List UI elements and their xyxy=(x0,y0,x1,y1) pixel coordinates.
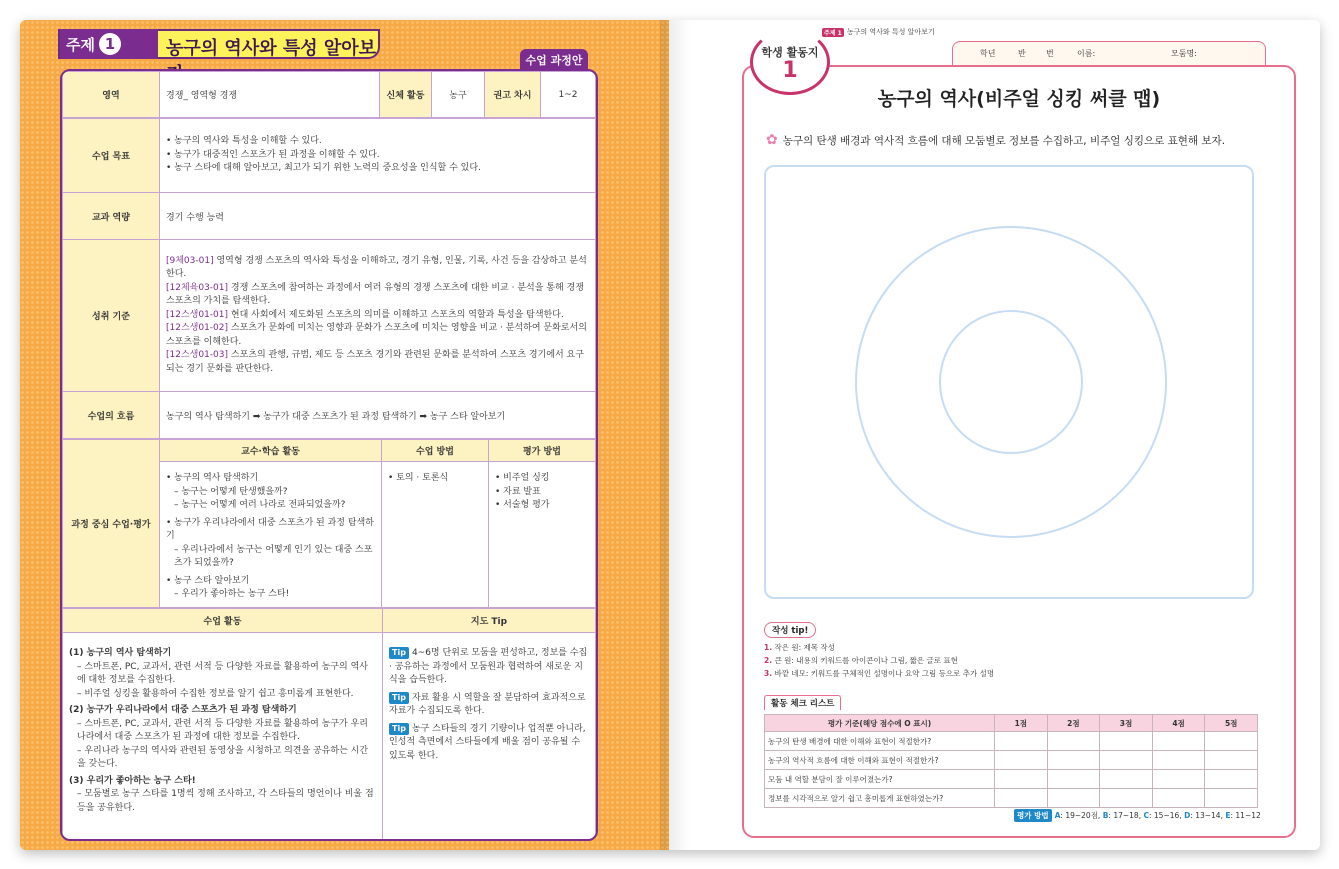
grade-range: : 13~14, xyxy=(1190,811,1226,820)
book-spread xyxy=(20,20,1320,850)
theme-word: 주제 xyxy=(66,35,95,54)
tip-line-text: 큰 원: 내용의 키워드를 아이콘이나 그림, 짧은 글로 표현 xyxy=(772,656,958,666)
score-cell[interactable] xyxy=(1152,770,1205,789)
score-cell[interactable] xyxy=(1205,789,1258,808)
grade-range: : 11~12 xyxy=(1230,811,1261,820)
lesson-section-title: (2) 농구가 우리나라에서 대중 스포츠가 된 과정 탐색하기 xyxy=(69,705,297,715)
checklist-header: 평가 기준(해당 점수에 O 표시) xyxy=(765,715,995,732)
tip-line xyxy=(764,667,994,680)
standard-code: [9체03-01] xyxy=(166,255,214,266)
goal-item: • 농구 스타에 대해 알아보고, 최고가 되기 위한 노력의 중요성을 인식할 수 있다. xyxy=(166,163,481,174)
standard-text: 스포츠가 문화에 미치는 영향과 문화가 스포츠에 미치는 영향을 비교 · 분석하여 문화로서의 스포츠를 이해한다. xyxy=(166,323,587,347)
score-cell[interactable] xyxy=(1047,789,1100,808)
method-item: • 토의 · 토론식 xyxy=(388,473,449,483)
writing-tip-list xyxy=(764,641,994,680)
process-methods xyxy=(382,462,489,608)
activity-item: – 우리나라에서 농구는 어떻게 인기 있는 대중 스포츠가 되었을까? xyxy=(174,544,373,568)
score-cell[interactable] xyxy=(995,732,1048,751)
checklist-header: 3점 xyxy=(1100,715,1153,732)
tip-badge: Tip xyxy=(389,647,409,659)
lesson-section-title: (3) 우리가 좋아하는 농구 스타! xyxy=(69,775,196,786)
goal-item: • 농구가 대중적인 스포츠가 된 과정을 이해할 수 있다. xyxy=(166,149,380,160)
standards-content xyxy=(160,240,596,392)
theme-number: 1 xyxy=(99,33,121,55)
flow-value: 농구의 역사 탐색하기 ➡ 농구가 대중 스포츠가 된 과정 탐색하기 ➡ 농구 스타 알아보기 xyxy=(160,392,596,439)
theme-title: 농구의 역사와 특성 알아보 xyxy=(166,38,377,59)
instruction xyxy=(766,132,1225,148)
checklist-header: 1점 xyxy=(995,715,1048,732)
checklist-row xyxy=(765,732,1258,751)
checklist-header-row xyxy=(765,715,1258,732)
period-value: 1~2 xyxy=(541,72,596,118)
tip-line-text: 작은 원: 제목 작성 xyxy=(772,643,835,652)
standard-item xyxy=(166,349,589,376)
lesson-activity-header: 수업 활동 xyxy=(63,609,383,633)
tip-line-text: 바깥 네모: 키워드를 구체적인 설명이나 요약 그림 등으로 추가 설명 xyxy=(772,669,995,679)
standard-text: 경쟁 스포츠에 참여하는 과정에서 여러 유형의 경쟁 스포츠에 대한 비교 · 분석을 통해 경쟁 스포츠의 가치를 탐색한다. xyxy=(166,282,584,307)
score-cell[interactable] xyxy=(1100,751,1153,770)
student-info-bar xyxy=(952,41,1266,65)
standard-code: [12체육03-01] xyxy=(166,282,229,293)
checklist-title: 활동 체크 리스트 xyxy=(764,695,841,710)
worksheet-title: 농구의 역사(비주얼 싱킹 써클 맵) xyxy=(877,88,1161,110)
standard-item xyxy=(166,322,589,349)
criterion: 정보를 시각적으로 알기 쉽고 흥미롭게 표현하였는가? xyxy=(765,789,995,808)
checklist-header: 2점 xyxy=(1047,715,1100,732)
lesson-plan-table xyxy=(60,69,598,841)
tip-line xyxy=(764,641,994,654)
ref-text: 농구의 역사와 특성 알아보기 xyxy=(846,28,935,36)
inner-circle[interactable] xyxy=(939,310,1083,454)
standard-item xyxy=(166,255,589,282)
grade-range: : 15~16, xyxy=(1149,811,1185,820)
competency-row xyxy=(63,193,596,240)
eval-scale-text xyxy=(1055,810,1261,821)
ref-badge: 주제 1 xyxy=(824,29,842,37)
score-cell[interactable] xyxy=(1047,751,1100,770)
writing-tip-title: 작성 tip! xyxy=(764,622,816,638)
activity-value: 농구 xyxy=(432,72,485,118)
lesson-header-row xyxy=(63,609,596,633)
badge-label: 학생 활동지 xyxy=(761,46,819,59)
lesson-plan-page xyxy=(20,20,669,850)
lesson-item: – 우리나라 농구의 역사와 관련된 동영상을 시청하고 의견을 공유하는 시간을 갖는다. xyxy=(77,745,369,769)
tip-item xyxy=(389,692,589,719)
tip-badge: Tip xyxy=(389,692,409,704)
instruction-text: 농구의 탄생 배경과 역사적 흐름에 대해 모둠별로 정보를 수집하고, 비주얼 싱킹으로 표현해 보자. xyxy=(782,134,1226,147)
area-value: 경쟁_ 영역형 경쟁 xyxy=(160,72,380,118)
tip-number: 1. xyxy=(764,643,773,652)
number-field[interactable]: 번 xyxy=(1046,49,1054,58)
score-cell[interactable] xyxy=(1205,770,1258,789)
activity-item: • 농구가 우리나라에서 대중 스포츠가 된 과정 탐색하기 xyxy=(166,517,374,541)
score-cell[interactable] xyxy=(1100,789,1153,808)
lesson-item: – 모둠별로 농구 스타를 1명씩 정해 조사하고, 각 스타들의 명언이나 비울 점 등을 공유한다. xyxy=(77,789,374,813)
badge-number: 1 xyxy=(782,58,798,83)
process-header: 평가 방법 xyxy=(489,440,596,462)
score-cell[interactable] xyxy=(1100,770,1153,789)
grade-range: : 17~18, xyxy=(1108,811,1144,820)
process-header: 수업 방법 xyxy=(382,440,489,462)
tip-item xyxy=(389,647,589,688)
tip-text: 4~6명 단위로 모둠을 편성하고, 정보를 수집 · 공유하는 과정에서 모둠원과 협력하여 새로운 지식을 습득한다. xyxy=(389,648,588,685)
group-field[interactable]: 모둠명: xyxy=(1171,49,1197,58)
standard-code: [12스생01-01] xyxy=(166,309,229,320)
process-label: 과정 중심 수업·평가 xyxy=(63,440,160,608)
area-row xyxy=(63,72,596,118)
process-activities xyxy=(160,462,382,608)
competency-label: 교과 역량 xyxy=(63,193,160,240)
criterion: 농구의 탄생 배경에 대한 이해와 표현이 적절한가? xyxy=(765,732,995,751)
standard-text: 스포츠의 관행, 규범, 제도 등 스포츠 경기와 관련된 문화를 분석하여 스포츠 경기에서 요구되는 경기 문화를 판단한다. xyxy=(166,350,584,374)
criterion: 모둠 내 역할 분담이 잘 이루어졌는가? xyxy=(765,770,995,789)
score-cell[interactable] xyxy=(995,770,1048,789)
score-cell[interactable] xyxy=(1205,751,1258,770)
standard-code: [12스생01-02] xyxy=(166,323,229,334)
activity-item: – 농구는 어떻게 탄생했을까? xyxy=(174,486,288,497)
activity-item: • 농구의 역사 탐색하기 xyxy=(166,473,259,483)
eval-item: • 비주얼 싱킹 xyxy=(495,473,550,483)
checklist-header: 5점 xyxy=(1205,715,1258,732)
grade-field[interactable]: 학년 xyxy=(980,49,996,58)
name-field[interactable]: 이름: xyxy=(1077,49,1096,58)
lesson-tip-header: 지도 Tip xyxy=(383,609,596,633)
criterion: 농구의 역사적 흐름에 대한 이해와 표현이 적절한가? xyxy=(765,751,995,770)
flow-row xyxy=(63,392,596,439)
lesson-activities xyxy=(63,633,383,842)
tip-text: 자료 활용 시 역할을 잘 분담하여 효과적으로 자료가 수집되도록 한다. xyxy=(389,692,586,716)
area-label: 영역 xyxy=(63,72,160,118)
lesson-item: – 스마트폰, PC, 교과서, 관련 서적 등 다양한 자료를 활용하여 농구의 역사에 대한 정보를 수집한다. xyxy=(77,661,369,685)
class-field[interactable]: 반 xyxy=(1018,49,1026,58)
checklist-row xyxy=(765,789,1258,808)
eval-item: • 서술형 평가 xyxy=(495,500,550,510)
competency-value: 경기 수행 능력 xyxy=(160,193,596,240)
checklist-row xyxy=(765,751,1258,770)
circle-map-area[interactable] xyxy=(764,165,1254,599)
grade-letter: D xyxy=(1184,811,1191,820)
score-cell[interactable] xyxy=(1100,732,1153,751)
lesson-item: – 비주얼 싱킹을 활용하여 수집한 정보를 알기 쉽고 흥미롭게 표현한다. xyxy=(77,688,354,699)
clover-icon: ✿ xyxy=(766,132,778,148)
process-header-row xyxy=(63,440,596,462)
score-cell[interactable] xyxy=(1152,751,1205,770)
lesson-tips xyxy=(383,633,596,842)
standard-text: 현대 사회에서 제도화된 스포츠의 의미를 이해하고 스포츠의 역할과 특성을 탐색한다. xyxy=(228,309,564,320)
standard-text: 영역형 경쟁 스포츠의 역사와 특성을 이해하고, 경기 유형, 인물, 기록, 사건 등을 감상하고 분석한다. xyxy=(166,255,587,280)
evaluation-scale xyxy=(1014,809,1261,822)
score-cell[interactable] xyxy=(995,789,1048,808)
activity-item: – 농구는 어떻게 여러 나라로 전파되었을까? xyxy=(174,500,346,510)
grade-letter: B xyxy=(1102,811,1109,820)
activity-label: 신체 활동 xyxy=(380,72,432,118)
tip-number: 2. xyxy=(764,656,773,666)
flow-label: 수업의 흐름 xyxy=(63,392,160,439)
checklist-row xyxy=(765,770,1258,789)
tip-text: 농구 스타들의 경기 기량이나 업적뿐 아니라, 인성적 측면에서 스타들에게 배울 점이 공유될 수 있도록 한다. xyxy=(389,723,586,761)
header-reference xyxy=(822,27,935,37)
score-cell[interactable] xyxy=(1205,732,1258,751)
standards-row xyxy=(63,240,596,392)
goal-item: • 농구의 역사와 특성을 이해할 수 있다. xyxy=(166,136,322,147)
tip-item xyxy=(389,723,589,764)
tip-number: 3. xyxy=(764,669,773,679)
goals-label: 수업 목표 xyxy=(63,119,160,193)
eval-badge: 평가 방법 xyxy=(1014,809,1052,822)
page-fold-shadow xyxy=(660,20,690,850)
standards-label: 성취 기준 xyxy=(63,240,160,392)
grade-letter: C xyxy=(1143,811,1149,820)
score-cell[interactable] xyxy=(995,751,1048,770)
tip-badge: Tip xyxy=(389,723,409,735)
grade-letter: E xyxy=(1225,811,1231,820)
lesson-item: – 스마트폰, PC, 교과서, 관련 서적 등 다양한 자료를 활용하여 농구가 우리나라에서 대중 스포츠가 된 과정에 대한 정보를 수집한다. xyxy=(77,718,369,742)
lesson-section-title: (1) 농구의 역사 탐색하기 xyxy=(69,648,172,658)
standard-code: [12스생01-03] xyxy=(166,350,229,361)
activity-item: • 농구 스타 알아보기 xyxy=(166,575,250,586)
checklist-header: 4점 xyxy=(1152,715,1205,732)
standard-item xyxy=(166,309,589,323)
grade-range: : 19~20점, xyxy=(1060,811,1103,820)
lesson-body-row xyxy=(63,633,596,842)
activity-item: – 우리가 좋아하는 농구 스타! xyxy=(174,589,290,599)
score-cell[interactable] xyxy=(1152,732,1205,751)
period-label: 권고 차시 xyxy=(485,72,541,118)
theme-banner xyxy=(58,29,380,59)
goals-content xyxy=(160,119,596,193)
plan-tag: 수업 과정안 xyxy=(520,49,588,71)
eval-item: • 자료 발표 xyxy=(495,486,541,497)
worksheet-page xyxy=(670,20,1320,850)
tip-line xyxy=(764,654,994,667)
standard-item xyxy=(166,282,589,309)
grade-letter: A xyxy=(1054,811,1061,820)
score-cell[interactable] xyxy=(1047,732,1100,751)
checklist-table xyxy=(764,714,1258,808)
goals-row xyxy=(63,119,596,193)
theme-tab xyxy=(60,29,158,59)
process-header: 교수·학습 활동 xyxy=(160,440,382,462)
process-evals xyxy=(489,462,596,608)
score-cell[interactable] xyxy=(1047,770,1100,789)
score-cell[interactable] xyxy=(1152,789,1205,808)
